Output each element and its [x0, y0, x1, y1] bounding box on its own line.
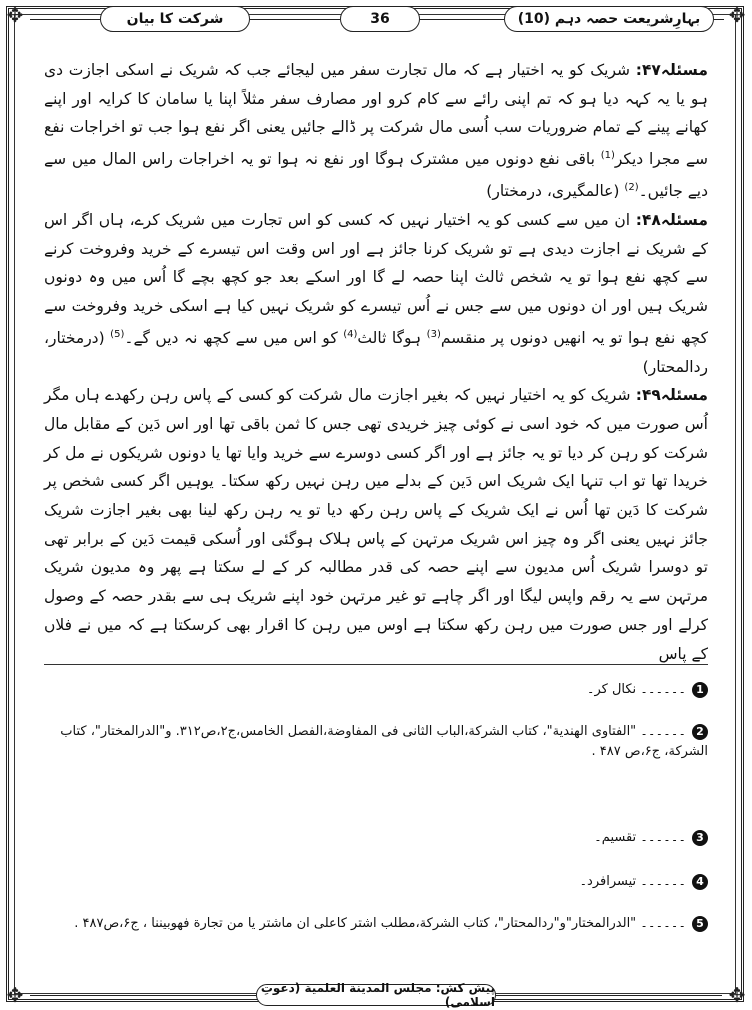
- masala-49: مسئلہ۴۹: شریک کو یہ اختیار نہیں کہ بغیر اجازت مال شرکت کو کسی کے پاس رہن رکھدے ہاں مگر اُس صورت میں کہ خود اسی نے کوئی چیز خریدی تھی جس کا ثمن باقی تھا اور اس دَین کے مقابل مال شرکت کو رہن کر دیا تو یہ جائز ہے اور اگر کسی دوسرے سے خرید وایا تھا یا دونوں شریکوں نے مل کر خریدا تھا تو اب تنہا ایک شریک اس دَین کے بدلے میں رہن نہیں رکھ سکتا۔ یوہیں اگر کسی شخص پر شرکت کا دَین تھا اُس نے ایک شریک کے پاس رہن رکھ دیا تو یہ رہن رکھ لینا بھی بغیر اجازت شریک جائز نہیں یعنی اگر وہ چیز اس شریک مرتہن کے پاس ہلاک ہوگئی اور اُسکی قیمت دَین کے برابر تھی تو دوسرا شریک اُس مدیون سے اپنے حصہ کی قدر مطالبہ کر کے لے سکتا ہے پھر وہ مدیون شریک مرتہن سے یہ رقم واپس لیگا اور اگر چاہے تو غیر مرتہن خود اپنے شریک ہی سے بقدر حصہ کے وصول کرلے اور جس صورت میں رہن رکھ سکتا ہے اوس میں رہن کا اقرار بھی کرسکتا ہے کہ میں نے فلاں کے پاس: [44, 386, 708, 663]
- footnote-ref: (1): [600, 150, 615, 162]
- footnote-number: 5: [692, 916, 708, 932]
- corner-ornament-icon: ✥: [6, 983, 24, 1007]
- footnote-number: 3: [692, 830, 708, 846]
- corner-ornament-icon: ✥: [728, 3, 746, 27]
- chapter-title: شرکت کا بیان: [100, 6, 250, 32]
- page-header: [0, 4, 752, 38]
- reference: (درمختار، ردالمحتار): [44, 328, 708, 376]
- footnote-5: 5۔۔۔۔۔۔ "الدرالمختار"و"ردالمحتار"، کتاب الشرکة،مطلب اشتر کاعلی ان ماشتر یا من تجارة فهوبیننا ، ج۶،ص۴۸۷ .: [44, 914, 708, 934]
- footnote-4: 4۔۔۔۔۔۔ تیسرافرد۔: [44, 872, 708, 892]
- page-footer: [0, 981, 752, 1009]
- footnote-ref: (4): [343, 328, 358, 340]
- footnote-3: 3۔۔۔۔۔۔ تقسیم۔: [44, 828, 708, 848]
- footnote-2: 2۔۔۔۔۔۔ "الفتاوی الهندیة"، کتاب الشرکة،الباب الثانی فی المفاوضة،الفصل الخامس،ج۲،ص۳۱۲. و"الدرالمختار"، کتاب الشرکة، ج۶،ص ۴۸۷ .: [60, 724, 708, 759]
- reference: (عالمگیری، درمختار): [486, 182, 625, 201]
- page-number: 36: [340, 6, 420, 32]
- masala-47: مسئلہ۴۷: شریک کو یہ اختیار ہے کہ مال تجارت سفر میں لیجائے جب کہ شریک نے اسکی اجازت دی ہو یا یہ کہہ دیا ہو کہ تم اپنی رائے سے کام کرو اور مصارف سفر مثلاً اپنا یا سامان کا کرایہ اور اپنے کھانے پینے کے تمام ضروریات سب اُسی مال شرکت پر ڈالے جائیں یعنی اگر نفع ہوا جب تو اخراجات نفع سے مجرا دیکر$^{(1)}$ باقی نفع دونوں میں مشترک ہوگا اور نفع نہ ہوا تو یہ اخراجات راس المال میں سے دیے جائیں۔$^{(2)}$ (عالمگیری، درمختار): [44, 61, 708, 201]
- footnote-1: 1۔۔۔۔۔۔ نکال کر۔: [44, 680, 708, 700]
- footnote-ref: (5): [110, 328, 125, 340]
- corner-ornament-icon: ✥: [6, 3, 24, 27]
- corner-ornament-icon: ✥: [728, 983, 746, 1007]
- publisher-credit: پیش کش: مجلس المدینة العلمیة (دعوتِ اسلامی): [256, 984, 496, 1006]
- footnote-number: 1: [692, 682, 708, 698]
- masala-label: مسئلہ۴۹:: [635, 386, 708, 405]
- masala-48: مسئلہ۴۸: ان میں سے کسی کو یہ اختیار نہیں کہ کسی کو اس تجارت میں شریک کرے، ہاں اگر اس کے شریک نے اجازت دیدی ہے تو شریک کرنا جائز ہے اور اس وقت اس تیسرے کے خرید وفروخت کرنے سے کچھ نفع ہوا تو یہ شخص ثالث اپنا حصہ لے گا اور اسکے بعد جو کچھ بچے گا اُس میں وہ دونوں شریک ہیں اور ان دونوں میں سے جس نے اُس تیسرے کو شریک نہیں کیا ہے اسکی خرید وفروخت سے کچھ نفع ہوا تو یہ انھیں دونوں پر منقسم$^{(3)}$ ہوگا ثالث$^{(4)}$ کو اس میں سے کچھ نہ دیں گے۔$^{(5)}$ (درمختار، ردالمحتار): [44, 210, 708, 376]
- footnote-ref: (2): [624, 181, 639, 193]
- footnote-separator: [44, 664, 708, 665]
- masala-label: مسئلہ۴۸:: [635, 210, 708, 229]
- footnote-number: 4: [692, 874, 708, 890]
- masala-label: مسئلہ۴۷:: [635, 61, 708, 79]
- footnote-number: 2: [692, 724, 708, 740]
- main-text: [44, 56, 708, 668]
- book-title: بہارِشریعت حصہ دہم (10): [504, 6, 714, 32]
- footnote-ref: (3): [426, 328, 441, 340]
